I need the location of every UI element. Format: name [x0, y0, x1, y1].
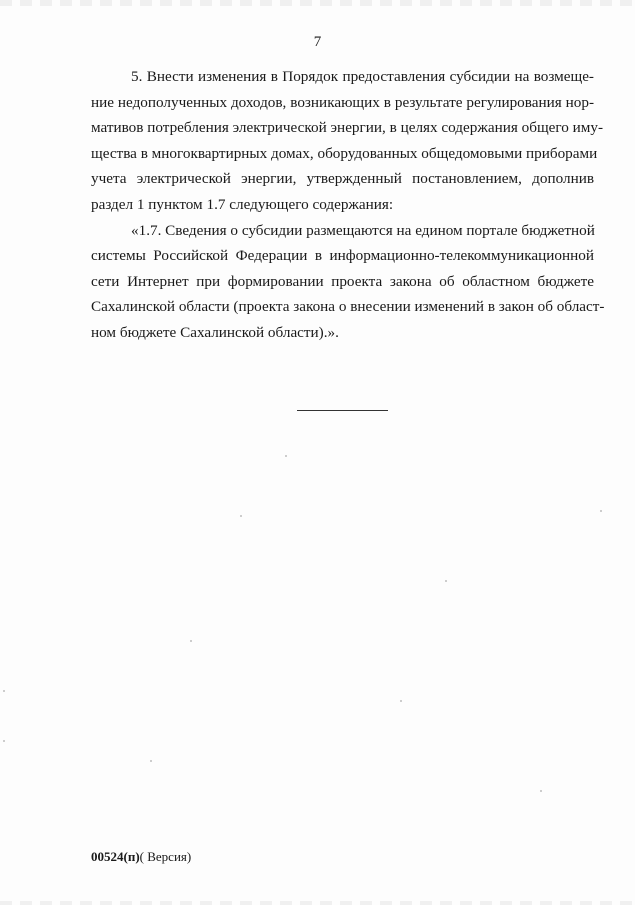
- paragraph-5-line: щества в многоквартирных домах, оборудованных общедомовыми приборами: [91, 144, 598, 162]
- scan-speck: [3, 740, 5, 742]
- document-body: [91, 64, 605, 346]
- scan-speck: [190, 640, 192, 642]
- end-of-text-separator: [297, 410, 388, 411]
- scan-edge-top: [0, 0, 635, 6]
- paragraph-5-line: мативов потребления электрической энергии, в целях содержания общего иму-: [91, 119, 604, 137]
- paragraph-1-7-line: Сахалинской области (проекта закона о внесении изменений в закон об област-: [91, 298, 605, 316]
- paragraph-1-7-line: ном бюджете Сахалинской области).».: [91, 323, 339, 341]
- document-version: ( Версия): [139, 849, 192, 864]
- paragraph-1-7-line: системы Российской Федерации в информационно-телекоммуникационной: [91, 247, 594, 265]
- scan-speck: [600, 510, 602, 512]
- paragraph-5-line: 5. Внести изменения в Порядок предоставления субсидии на возмеще-: [131, 68, 594, 85]
- scan-speck: [540, 790, 542, 792]
- scan-speck: [240, 515, 242, 517]
- document-code: 00524(п): [91, 849, 140, 864]
- scan-speck: [3, 690, 5, 692]
- paragraph-1-7-line: «1.7. Сведения о субсидии размещаются на едином портале бюджетной: [131, 221, 595, 239]
- paragraph-5-line: учета электрической энергии, утвержденный постановлением, дополнив: [91, 170, 594, 188]
- scan-speck: [285, 455, 287, 457]
- page-number: 7: [313, 34, 322, 50]
- document-footer: [91, 849, 191, 865]
- paragraph-5-line: ние недополученных доходов, возникающих в результате регулирования нор-: [91, 93, 594, 111]
- scan-speck: [445, 580, 447, 582]
- scan-edge-bottom: [0, 901, 635, 905]
- scan-speck: [150, 760, 152, 762]
- scan-speck: [400, 700, 402, 702]
- paragraph-5-line: раздел 1 пунктом 1.7 следующего содержания:: [91, 195, 394, 213]
- paragraph-1-7-line: сети Интернет при формировании проекта закона об областном бюджете: [91, 272, 594, 290]
